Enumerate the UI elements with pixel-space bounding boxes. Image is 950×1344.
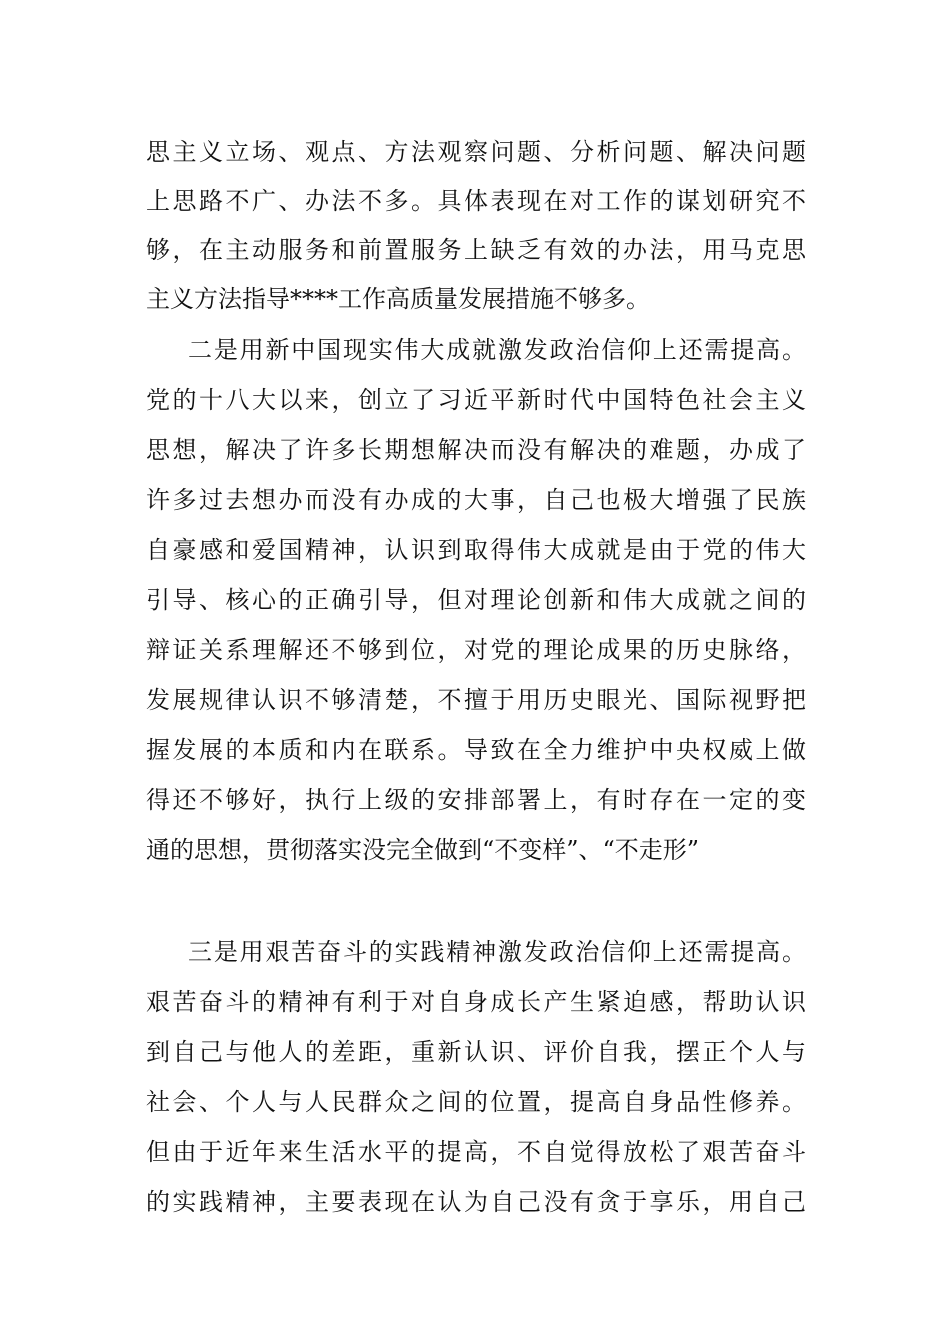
- text-line: 引导、核心的正确引导，但对理论创新和伟大成就之间的: [146, 586, 806, 614]
- text-line: 主义方法指导****工作高质量发展措施不够多。: [146, 285, 650, 313]
- text-line: 党的十八大以来，创立了习近平新时代中国特色社会主义: [146, 386, 806, 414]
- paragraph-heading-3: 三是用艰苦奋斗的实践精神激发政治信仰上还需提高。: [188, 938, 806, 966]
- text-line: 发展规律认识不够清楚，不擅于用历史眼光、国际视野把: [146, 686, 806, 714]
- text-line: 但由于近年来生活水平的提高，不自觉得放松了艰苦奋斗: [146, 1138, 806, 1166]
- text-line: 到自己与他人的差距，重新认识、评价自我，摆正个人与: [146, 1038, 806, 1066]
- text-line: 许多过去想办而没有办成的大事，自己也极大增强了民族: [146, 486, 806, 514]
- text-line: 通的思想，贯彻落实没完全做到“不变样”、“不走形”: [146, 836, 700, 864]
- text-line: 艰苦奋斗的精神有利于对自身成长产生紧迫感，帮助认识: [146, 988, 806, 1016]
- text-line: 够，在主动服务和前置服务上缺乏有效的办法，用马克思: [146, 236, 806, 264]
- text-line: 的实践精神，主要表现在认为自己没有贪于享乐，用自己: [146, 1188, 806, 1216]
- text-line: 上思路不广、办法不多。具体表现在对工作的谋划研究不: [146, 187, 806, 215]
- text-line: 得还不够好，执行上级的安排部署上，有时存在一定的变: [146, 786, 806, 814]
- text-line: 思主义立场、观点、方法观察问题、分析问题、解决问题: [146, 138, 806, 166]
- text-line: 思想，解决了许多长期想解决而没有解决的难题，办成了: [146, 436, 806, 464]
- text-line: 自豪感和爱国精神，认识到取得伟大成就是由于党的伟大: [146, 536, 806, 564]
- text-line: 辩证关系理解还不够到位，对党的理论成果的历史脉络，: [146, 636, 806, 664]
- text-line: 社会、个人与人民群众之间的位置，提高自身品性修养。: [146, 1088, 806, 1116]
- paragraph-heading-2: 二是用新中国现实伟大成就激发政治信仰上还需提高。: [188, 336, 806, 364]
- text-line: 握发展的本质和内在联系。导致在全力维护中央权威上做: [146, 736, 806, 764]
